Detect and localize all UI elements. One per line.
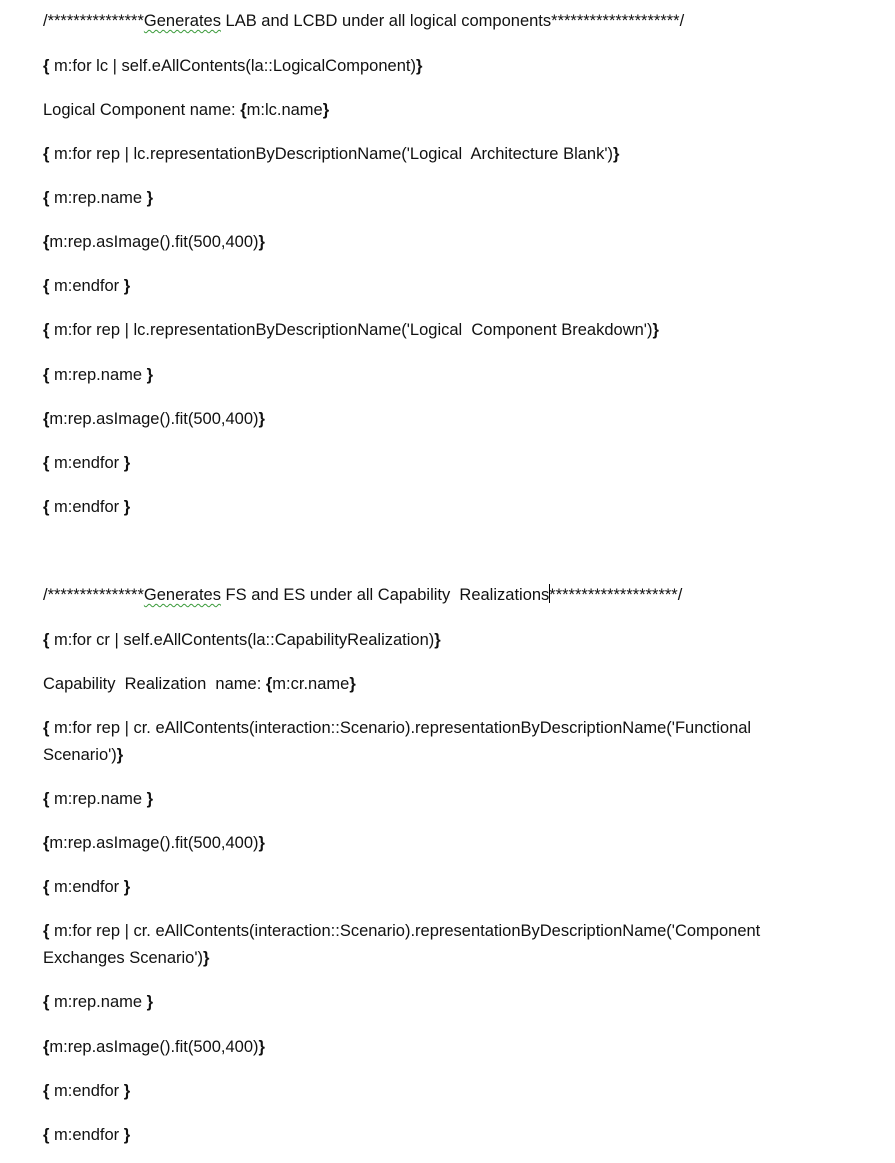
endfor-directive[interactable] xyxy=(43,450,833,477)
directive-text: m:rep.asImage().fit(500,400) xyxy=(49,1038,259,1056)
brace-close: } xyxy=(349,675,356,693)
brace-close: } xyxy=(146,790,154,808)
brace-close: } xyxy=(652,321,659,339)
brace-close: } xyxy=(123,1126,131,1144)
endfor-directive[interactable] xyxy=(43,1078,833,1105)
brace-open: { xyxy=(43,57,50,75)
directive-text: m:endfor xyxy=(49,277,124,295)
endfor-directive[interactable] xyxy=(43,273,833,300)
for-rep-fs-directive[interactable] xyxy=(43,715,833,769)
brace-open: { xyxy=(43,189,50,207)
rep-image-directive[interactable] xyxy=(43,1034,833,1061)
brace-close: } xyxy=(146,366,154,384)
brace-open: { xyxy=(43,790,50,808)
brace-close: } xyxy=(322,101,330,119)
field-label: Capability Realization name: xyxy=(43,675,266,693)
brace-open: { xyxy=(265,675,273,693)
directive-text: m:rep.name xyxy=(49,366,147,384)
directive-text: m:for lc | self.eAllContents(la::LogicalComponent) xyxy=(49,57,416,75)
directive-text: m:lc.name xyxy=(246,101,323,119)
comment-stars-open: /*************** xyxy=(43,12,144,30)
rep-name-directive[interactable] xyxy=(43,786,833,813)
directive-text: m:for cr | self.eAllContents(la::CapabilityRealization) xyxy=(49,631,435,649)
lc-name-line[interactable] xyxy=(43,97,833,124)
brace-close: } xyxy=(415,57,423,75)
directive-text: m:endfor xyxy=(49,1082,124,1100)
brace-open: { xyxy=(43,719,50,737)
for-rep-lab-directive[interactable] xyxy=(43,141,833,168)
brace-close: } xyxy=(203,949,210,967)
endfor-directive[interactable] xyxy=(43,874,833,901)
spellcheck-word: Generates xyxy=(143,12,221,30)
brace-open: { xyxy=(240,101,247,119)
brace-close: } xyxy=(123,878,131,896)
directive-text: m:rep.asImage().fit(500,400) xyxy=(49,410,259,428)
rep-image-directive[interactable] xyxy=(43,830,833,857)
brace-open: { xyxy=(43,277,50,295)
directive-text: m:rep.name xyxy=(49,189,147,207)
brace-close: } xyxy=(434,631,441,649)
brace-open: { xyxy=(43,834,50,852)
brace-close: } xyxy=(258,233,265,251)
rep-name-directive[interactable] xyxy=(43,185,833,212)
for-cr-directive[interactable] xyxy=(43,627,833,654)
directive-text: m:endfor xyxy=(49,498,124,516)
brace-close: } xyxy=(258,834,265,852)
directive-text: m:rep.name xyxy=(49,993,147,1011)
brace-open: { xyxy=(43,631,50,649)
comment-stars-close: ********************/ xyxy=(551,12,685,30)
cr-name-line[interactable] xyxy=(43,671,833,698)
brace-open: { xyxy=(43,498,50,516)
rep-image-directive[interactable] xyxy=(43,406,833,433)
brace-open: { xyxy=(43,410,50,428)
comment-stars-open: /*************** xyxy=(43,586,144,604)
directive-text: m:rep.name xyxy=(49,790,147,808)
rep-image-directive[interactable] xyxy=(43,229,833,256)
field-label: Logical Component name: xyxy=(43,101,241,119)
brace-open: { xyxy=(43,993,50,1011)
section-header-fs-es[interactable] xyxy=(43,582,833,609)
directive-text: m:cr.name xyxy=(272,675,350,693)
directive-text: m:for rep | cr. eAllContents(interaction::Scenario).representationByDescriptionName('Functional Scenario') xyxy=(43,719,756,764)
endfor-directive[interactable] xyxy=(43,494,833,521)
directive-text: m:for rep | lc.representationByDescriptionName('Logical Component Breakdown') xyxy=(49,321,653,339)
brace-close: } xyxy=(116,746,124,764)
directive-text: m:for rep | lc.representationByDescriptionName('Logical Architecture Blank') xyxy=(49,145,613,163)
brace-open: { xyxy=(43,1082,50,1100)
directive-text: m:endfor xyxy=(49,1126,124,1144)
brace-open: { xyxy=(43,321,50,339)
rep-name-directive[interactable] xyxy=(43,989,833,1016)
directive-text: m:rep.asImage().fit(500,400) xyxy=(49,834,259,852)
directive-text: m:endfor xyxy=(49,878,124,896)
brace-close: } xyxy=(258,410,265,428)
brace-open: { xyxy=(43,233,50,251)
brace-open: { xyxy=(43,454,50,472)
brace-close: } xyxy=(123,277,131,295)
for-rep-es-directive[interactable] xyxy=(43,918,833,972)
section-header-lab-lcbd[interactable] xyxy=(43,8,833,35)
comment-text: FS and ES under all Capability Realizations xyxy=(220,586,550,604)
brace-open: { xyxy=(43,145,50,163)
brace-open: { xyxy=(43,922,50,940)
brace-open: { xyxy=(43,1038,50,1056)
directive-text: m:for rep | cr. eAllContents(interaction::Scenario).representationByDescriptionName('Component Exchanges Scenario') xyxy=(43,922,765,967)
brace-open: { xyxy=(43,1126,50,1144)
brace-close: } xyxy=(258,1038,265,1056)
brace-close: } xyxy=(123,1082,131,1100)
brace-close: } xyxy=(146,189,154,207)
directive-text: m:rep.asImage().fit(500,400) xyxy=(49,233,259,251)
brace-open: { xyxy=(43,878,50,896)
for-rep-lcbd-directive[interactable] xyxy=(43,317,833,344)
endfor-directive[interactable] xyxy=(43,1122,833,1149)
brace-close: } xyxy=(123,454,131,472)
brace-close: } xyxy=(123,498,131,516)
brace-close: } xyxy=(613,145,620,163)
comment-text: LAB and LCBD under all logical components xyxy=(220,12,552,30)
brace-close: } xyxy=(146,993,154,1011)
for-lc-directive[interactable] xyxy=(43,53,833,80)
directive-text: m:endfor xyxy=(49,454,124,472)
spellcheck-word: Generates xyxy=(143,586,221,604)
rep-name-directive[interactable] xyxy=(43,362,833,389)
brace-open: { xyxy=(43,366,50,384)
comment-stars-close: ********************/ xyxy=(549,586,683,604)
